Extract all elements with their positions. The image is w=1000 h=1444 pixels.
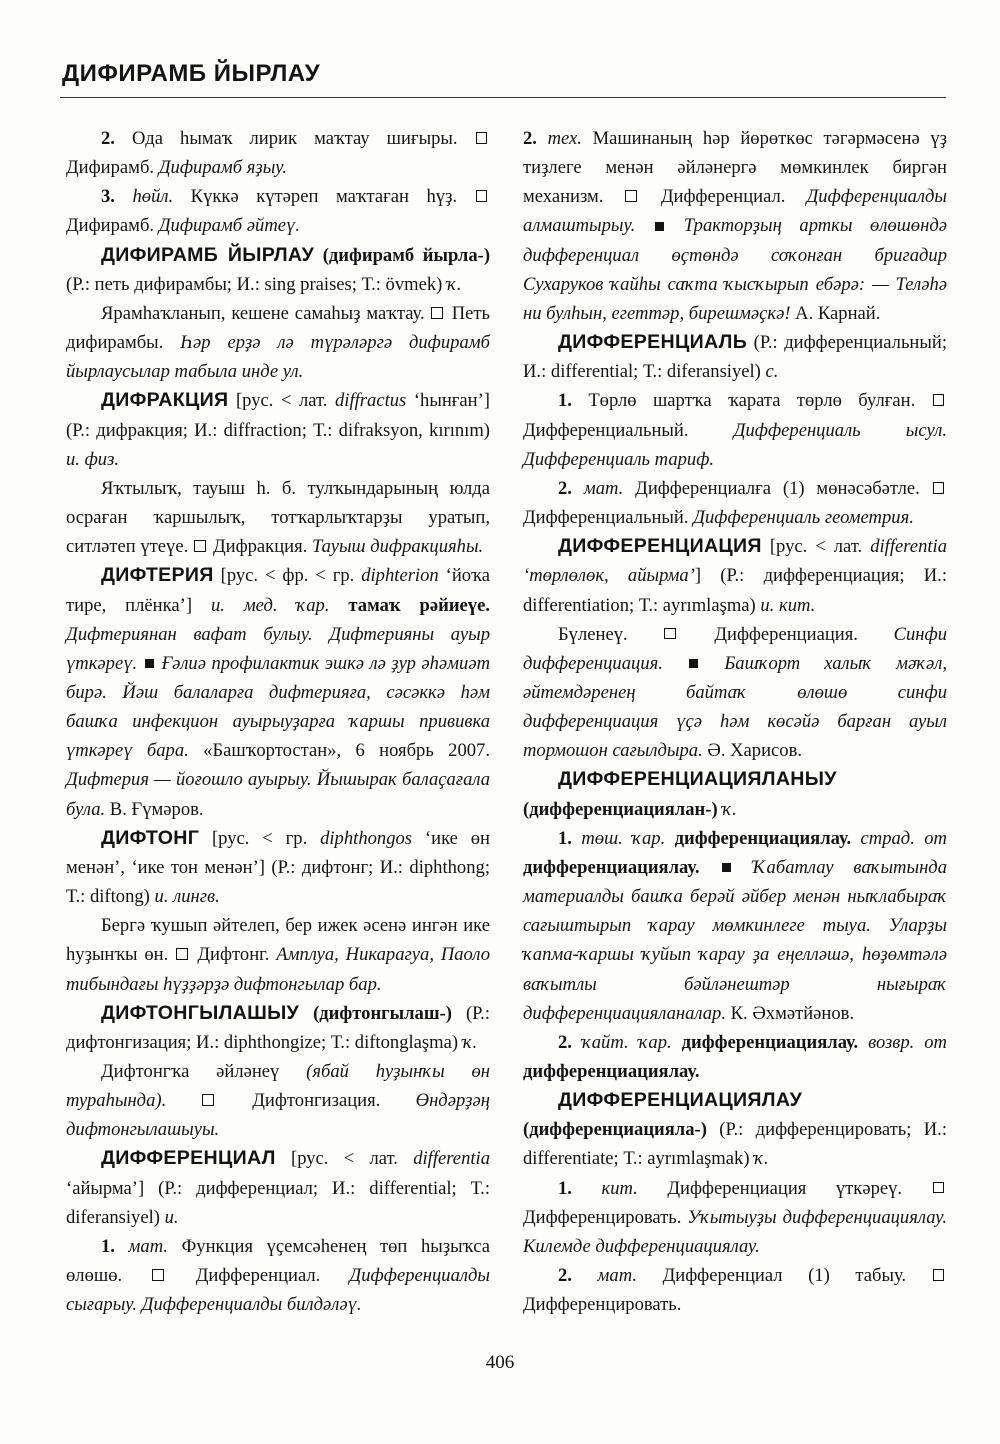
equivalent-box-icon (664, 628, 676, 640)
citation: Ҡабатлау ваҡытында материалды башҡа берәй әйбер менән ныҡлабыраҡ сағыштырып ҡарау мөмкинлеге тыуа. Уларҙы ҡапма-ҡаршы ҡуйып ҡарау ҙа еңелләшә, һөҙөмтәлә ваҡытлы бәйләнештәр нығыраҡ дифференциацияланалар. (523, 856, 948, 1024)
russian-equivalent: Дифференцировать. (523, 1206, 682, 1228)
part-of-speech: и. (66, 448, 80, 470)
entry-definition-row (66, 299, 490, 386)
part-of-speech: ҡ. (754, 1148, 769, 1170)
example: Өндәрҙәң дифтонгылашыуы. (66, 1090, 490, 1141)
equivalent-box-icon (476, 132, 488, 144)
russian-equivalent: Дифференциал. (195, 1265, 321, 1287)
sense-1 (66, 1232, 490, 1319)
headword: ДИФРАКЦИЯ (101, 389, 229, 412)
definition: Дифтонгҡа әйләнеү (101, 1061, 280, 1082)
example: Синфи дифференциация. (523, 623, 948, 674)
part-of-speech: ҡ. (447, 273, 462, 295)
citation: Тракторҙың арткы өлөшөндә дифференциал өҫтөндә соҡонған бригадир Сухаруков ҡайһы саҡта ҡысҡырып ебәрә: — Теләһә ни булһын, егеттәр, бирешмәҫкә! (523, 215, 947, 324)
left-column (66, 124, 490, 1319)
definition: Ода һымаҡ лирик маҡтау шиғыры. (132, 128, 458, 149)
translations: (Р.: петь дифирамбы; И.: sing praises; Т.: övmek) (66, 273, 443, 295)
equivalent-box-icon (194, 540, 206, 552)
equivalent-box-icon (933, 482, 945, 494)
headword: ДИФФЕРЕНЦИАЛ (101, 1147, 276, 1170)
russian-equivalent: Дифференциация. (714, 623, 858, 645)
russian-equivalent: Дифтонгизация. (252, 1090, 381, 1112)
definition: Дифференциалға (1) мөнәсәбәтле. (635, 477, 920, 499)
headword: ДИФТЕРИЯ (101, 564, 214, 587)
usage-label: мед. ҡар. (243, 594, 330, 616)
citation-author: В. Ғүмәров. (109, 798, 204, 820)
etymology: [рус. < лат. (235, 390, 328, 412)
etymology-gloss: ‘йоҡа тире, плёнка’] (66, 565, 490, 616)
definition: Бергә ҡушып әйтелеп, бер ижек әсенә ингән ике һуҙынҡы өн. (66, 915, 490, 966)
russian-equivalent: Дифференциальный. (523, 507, 689, 529)
definition: Ярамһаҡланып, кешене самаһыҙ маҡтау. (101, 302, 425, 324)
running-head: ДИФИРАМБ ЙЫРЛАУ (62, 60, 321, 87)
usage-label: мат. (583, 477, 624, 499)
cross-reference: дифференциациялау. (674, 827, 852, 849)
example: Дифференциалды сығарыу. Дифференциалды билдәләү. (66, 1265, 490, 1316)
definition: Бүленеү. (558, 623, 628, 645)
part-of-speech: и. (154, 886, 169, 908)
russian-equivalent: Дифирамб. (66, 157, 155, 179)
usage-label: тех. (547, 128, 582, 149)
usage-label: мат. (128, 1235, 169, 1257)
example: Дифтериянан вафат булыу. Дифтерияны ауыр үткәреү. (66, 623, 490, 674)
example: Дифференциаль геометрия. (693, 507, 914, 529)
usage-label: һөйл. (132, 186, 174, 208)
sense-number: 2. (558, 477, 572, 499)
etymon: diphterion (361, 565, 439, 587)
entry-definition-row (66, 1057, 490, 1144)
example: Дифирамб әйтеү. (158, 215, 300, 237)
russian-equivalent: Дифференциальный. (523, 419, 689, 441)
headword: ДИФФЕРЕНЦИАЛЬ (558, 331, 748, 354)
headword: ДИФТОНГ (101, 826, 200, 849)
sense-number: 1. (101, 1235, 115, 1257)
sense-2 (523, 124, 947, 328)
example: Тауыш дифракцияһы. (311, 536, 484, 558)
definition: Төрлө шартҡа ҡарата төрлө булған. (588, 390, 916, 412)
entry-difiramb-yirlau (66, 241, 490, 299)
usage-label: мат. (597, 1265, 637, 1287)
gloss-reference: дифференциациялау. (523, 856, 700, 878)
entry-definition-row (66, 911, 490, 998)
sense-2 (523, 1028, 947, 1086)
page-number: 406 (485, 1352, 515, 1373)
etymon: differentia ‘төрлөлөк, айырма’ (523, 536, 947, 587)
citation: Ғәлиә профилактик эшкә лә ҙур әһәмиәт бирә. Йәш балаларға дифтерияға, сәсәккә һәм башҡа инфекцион ауырыуҙарға ҡаршы прививка үткәреү бара. (66, 652, 491, 762)
equivalent-box-icon (176, 948, 188, 960)
headword: ДИФТОНГЫЛАШЫУ (101, 1001, 300, 1024)
sense-number: 1. (558, 1177, 572, 1199)
citation-author: К. Әхмәтйәнов. (730, 1002, 855, 1024)
etymology: [рус. < лат. (291, 1148, 398, 1170)
example: Дифирамб яҙыу. (158, 157, 288, 179)
headword: ДИФИРАМБ ЙЫРЛАУ (101, 243, 315, 266)
russian-gloss: страд. от (860, 827, 947, 849)
sense-number: 2. (558, 1265, 572, 1287)
citation-source: «Башҡортостан», 6 ноябрь 2007. (203, 740, 491, 762)
sense-1 (523, 386, 947, 473)
usage-label: лингв. (173, 886, 220, 908)
entry-differentsial (66, 1144, 490, 1231)
sense-number: 2. (558, 1031, 572, 1053)
etymology: [рус. < гр. (211, 827, 308, 849)
part-of-speech: и. (760, 594, 775, 616)
entry-differentsiatsiya (523, 532, 947, 619)
citation-square-icon (145, 659, 154, 668)
translations: (Р.: дифференциальный; И.: differential; Т.: diferansiyel) (523, 332, 947, 383)
example: Амплуа, Никарагуа, Паоло тибындағы һүҙҙәрҙә дифтонгылар бар. (66, 944, 491, 995)
sense-number: 2. (523, 128, 537, 149)
part-of-speech: и. (210, 594, 225, 616)
example: Дифференциалды алмаштырыу. (523, 186, 947, 237)
sense-number: 3. (101, 186, 115, 208)
equivalent-box-icon (476, 190, 488, 202)
equivalent-box-icon (933, 1269, 945, 1281)
equivalent-box-icon (202, 1094, 214, 1106)
entry-difteriya (66, 561, 490, 823)
entry-definition-row (523, 620, 947, 766)
definition: Яҡтылыҡ, тауыш һ. б. тулҡындарының юлда осраған ҡаршылыҡ, тотҡарлыҡтарҙы уратып, ситләтеп үтеүе. (66, 477, 490, 558)
citation: Башҡорт халыҡ мәҡәл, әйтемдәренең байтаҡ өлөшө синфи дифференциация үҫә һәм көсәйә барған ауыл тормошон сағылдыра. (523, 652, 948, 762)
sense-3 (66, 182, 490, 240)
part-of-speech: с. (765, 361, 779, 383)
equivalent-box-icon (431, 307, 443, 319)
russian-equivalent: Дифференцировать. (523, 1294, 682, 1316)
usage-label: ҡайт. ҡар. (581, 1031, 672, 1053)
headword: ДИФФЕРЕНЦИАЦИЯЛАУ (558, 1089, 803, 1112)
usage-note: (ябай һуҙынҡы өн тураһында). (66, 1061, 490, 1112)
sense-2 (66, 124, 490, 182)
stem-form: (дифирамб йырла-) (322, 244, 491, 266)
usage-label: кит. (601, 1177, 638, 1199)
example: Һәр ерҙә лә түрәләргә дифирамб йырлаусылар табыла инде ул. (66, 332, 490, 383)
header-rule (60, 97, 946, 98)
headword: ДИФФЕРЕНЦИАЦИЯ (558, 535, 762, 558)
part-of-speech: и. (164, 1206, 179, 1228)
equivalent-box-icon (933, 394, 945, 406)
citation: Дифтерия — йоғошло ауырыу. Йышырак балаҫағала була. (66, 769, 490, 820)
translations: (Р.: дифтонгизация; И.: diphthongize; Т.: diftonglaşma) (66, 1002, 490, 1053)
equivalent-box-icon (933, 1182, 945, 1194)
definition: Күккә күтәреп маҡтаған һүҙ. (190, 186, 458, 208)
etymon: differentia (413, 1148, 490, 1170)
citation-author: А. Карнай. (795, 302, 881, 324)
definition: Дифференциация үткәреү. (667, 1177, 903, 1199)
stem-form: (дифференциацияла-) (523, 1119, 707, 1141)
definition: Машинаның һәр йөрөткөс тәгәрмәсенә үҙ тиҙлеге менән әйләнергә мөмкинлек биргән механизм. (523, 128, 948, 208)
sense-2 (523, 474, 947, 532)
sense-2 (523, 1261, 947, 1319)
stem-form: (дифференциациялан-) (523, 798, 718, 820)
citation-square-icon (655, 222, 664, 231)
translations: (Р.: дифференцировать; И.: differentiate; Т.: ayrımlaşmak) (523, 1119, 947, 1170)
citation-author: Ә. Харисов. (707, 740, 803, 762)
russian-equivalent: Дифтонг. (197, 944, 270, 966)
entry-differentsiatsiyalanyu (523, 765, 947, 823)
sense-number: 1. (558, 390, 572, 412)
definition: Дифференциал (1) табыу. (662, 1265, 907, 1287)
russian-equivalent: Петь дифирамбы. (66, 302, 490, 354)
cross-reference: дифференциациялау. (681, 1031, 859, 1053)
equivalent-box-icon (152, 1269, 164, 1281)
etymology-gloss: ‘ике өн менән’, ‘ике тон менән’] (Р.: дифтонг; И.: diphthong; Т.: diftong) (66, 827, 490, 908)
headword: ДИФФЕРЕНЦИАЦИЯЛАНЫУ (558, 768, 837, 791)
right-column (523, 124, 947, 1319)
etymon: diphthongos (320, 827, 413, 849)
sense-1 (523, 1174, 947, 1261)
sense-number: 2. (101, 128, 115, 149)
etymology-gloss: ] (Р.: дифференциация; И.: differentiation; Т.: ayrımlaşma) (523, 565, 947, 616)
sense-1 (523, 824, 947, 1028)
entry-diftongylashyu (66, 999, 490, 1057)
usage-label: төш. ҡар. (581, 827, 666, 849)
etymology: [рус. < лат. (769, 536, 863, 558)
sense-number: 1. (558, 827, 572, 849)
russian-equivalent: Дифирамб. (66, 215, 155, 237)
definition: Функция үҫемсәһенең төп һыҙыҡса өлөшө. (66, 1235, 490, 1287)
entry-difraktsiya (66, 386, 490, 473)
part-of-speech: ҡ. (462, 1031, 478, 1053)
gloss-reference: дифференциациялау. (523, 1061, 700, 1082)
usage-label: физ. (84, 448, 120, 470)
usage-label: кит. (779, 594, 816, 616)
russian-equivalent: Дифференциал. (660, 186, 786, 208)
entry-diftong (66, 824, 490, 911)
example: Уҡытыуҙы дифференциациялау. Килемде дифференциациялау. (523, 1206, 947, 1257)
citation-square-icon (689, 659, 698, 668)
part-of-speech: ҡ. (722, 798, 737, 820)
entry-differentsial-adj (523, 328, 947, 386)
citation-square-icon (722, 863, 731, 872)
equivalent-box-icon (625, 190, 637, 202)
example: Дифференциаль ысул. Дифференциаль тариф. (523, 419, 947, 470)
russian-gloss: возвр. от (868, 1031, 947, 1053)
entry-differentsiatsiyalau (523, 1086, 947, 1173)
entry-definition-row (66, 474, 490, 561)
stem-form: (дифтонгылаш-) (313, 1002, 452, 1024)
etymology-gloss: ‘айырма’] (Р.: дифференциал; И.: differential; Т.: diferansiyel) (66, 1177, 490, 1228)
etymology: [рус. < фр. < гр. (220, 565, 355, 587)
etymology-gloss: ‘һынған’] (Р.: дифракция; И.: diffraction; Т.: difraksyon, kırınım) (66, 390, 490, 441)
cross-reference: тамаҡ рәйиеүе. (348, 594, 491, 616)
etymon: diffractus (335, 390, 407, 412)
russian-equivalent: Дифракция. (212, 536, 308, 558)
